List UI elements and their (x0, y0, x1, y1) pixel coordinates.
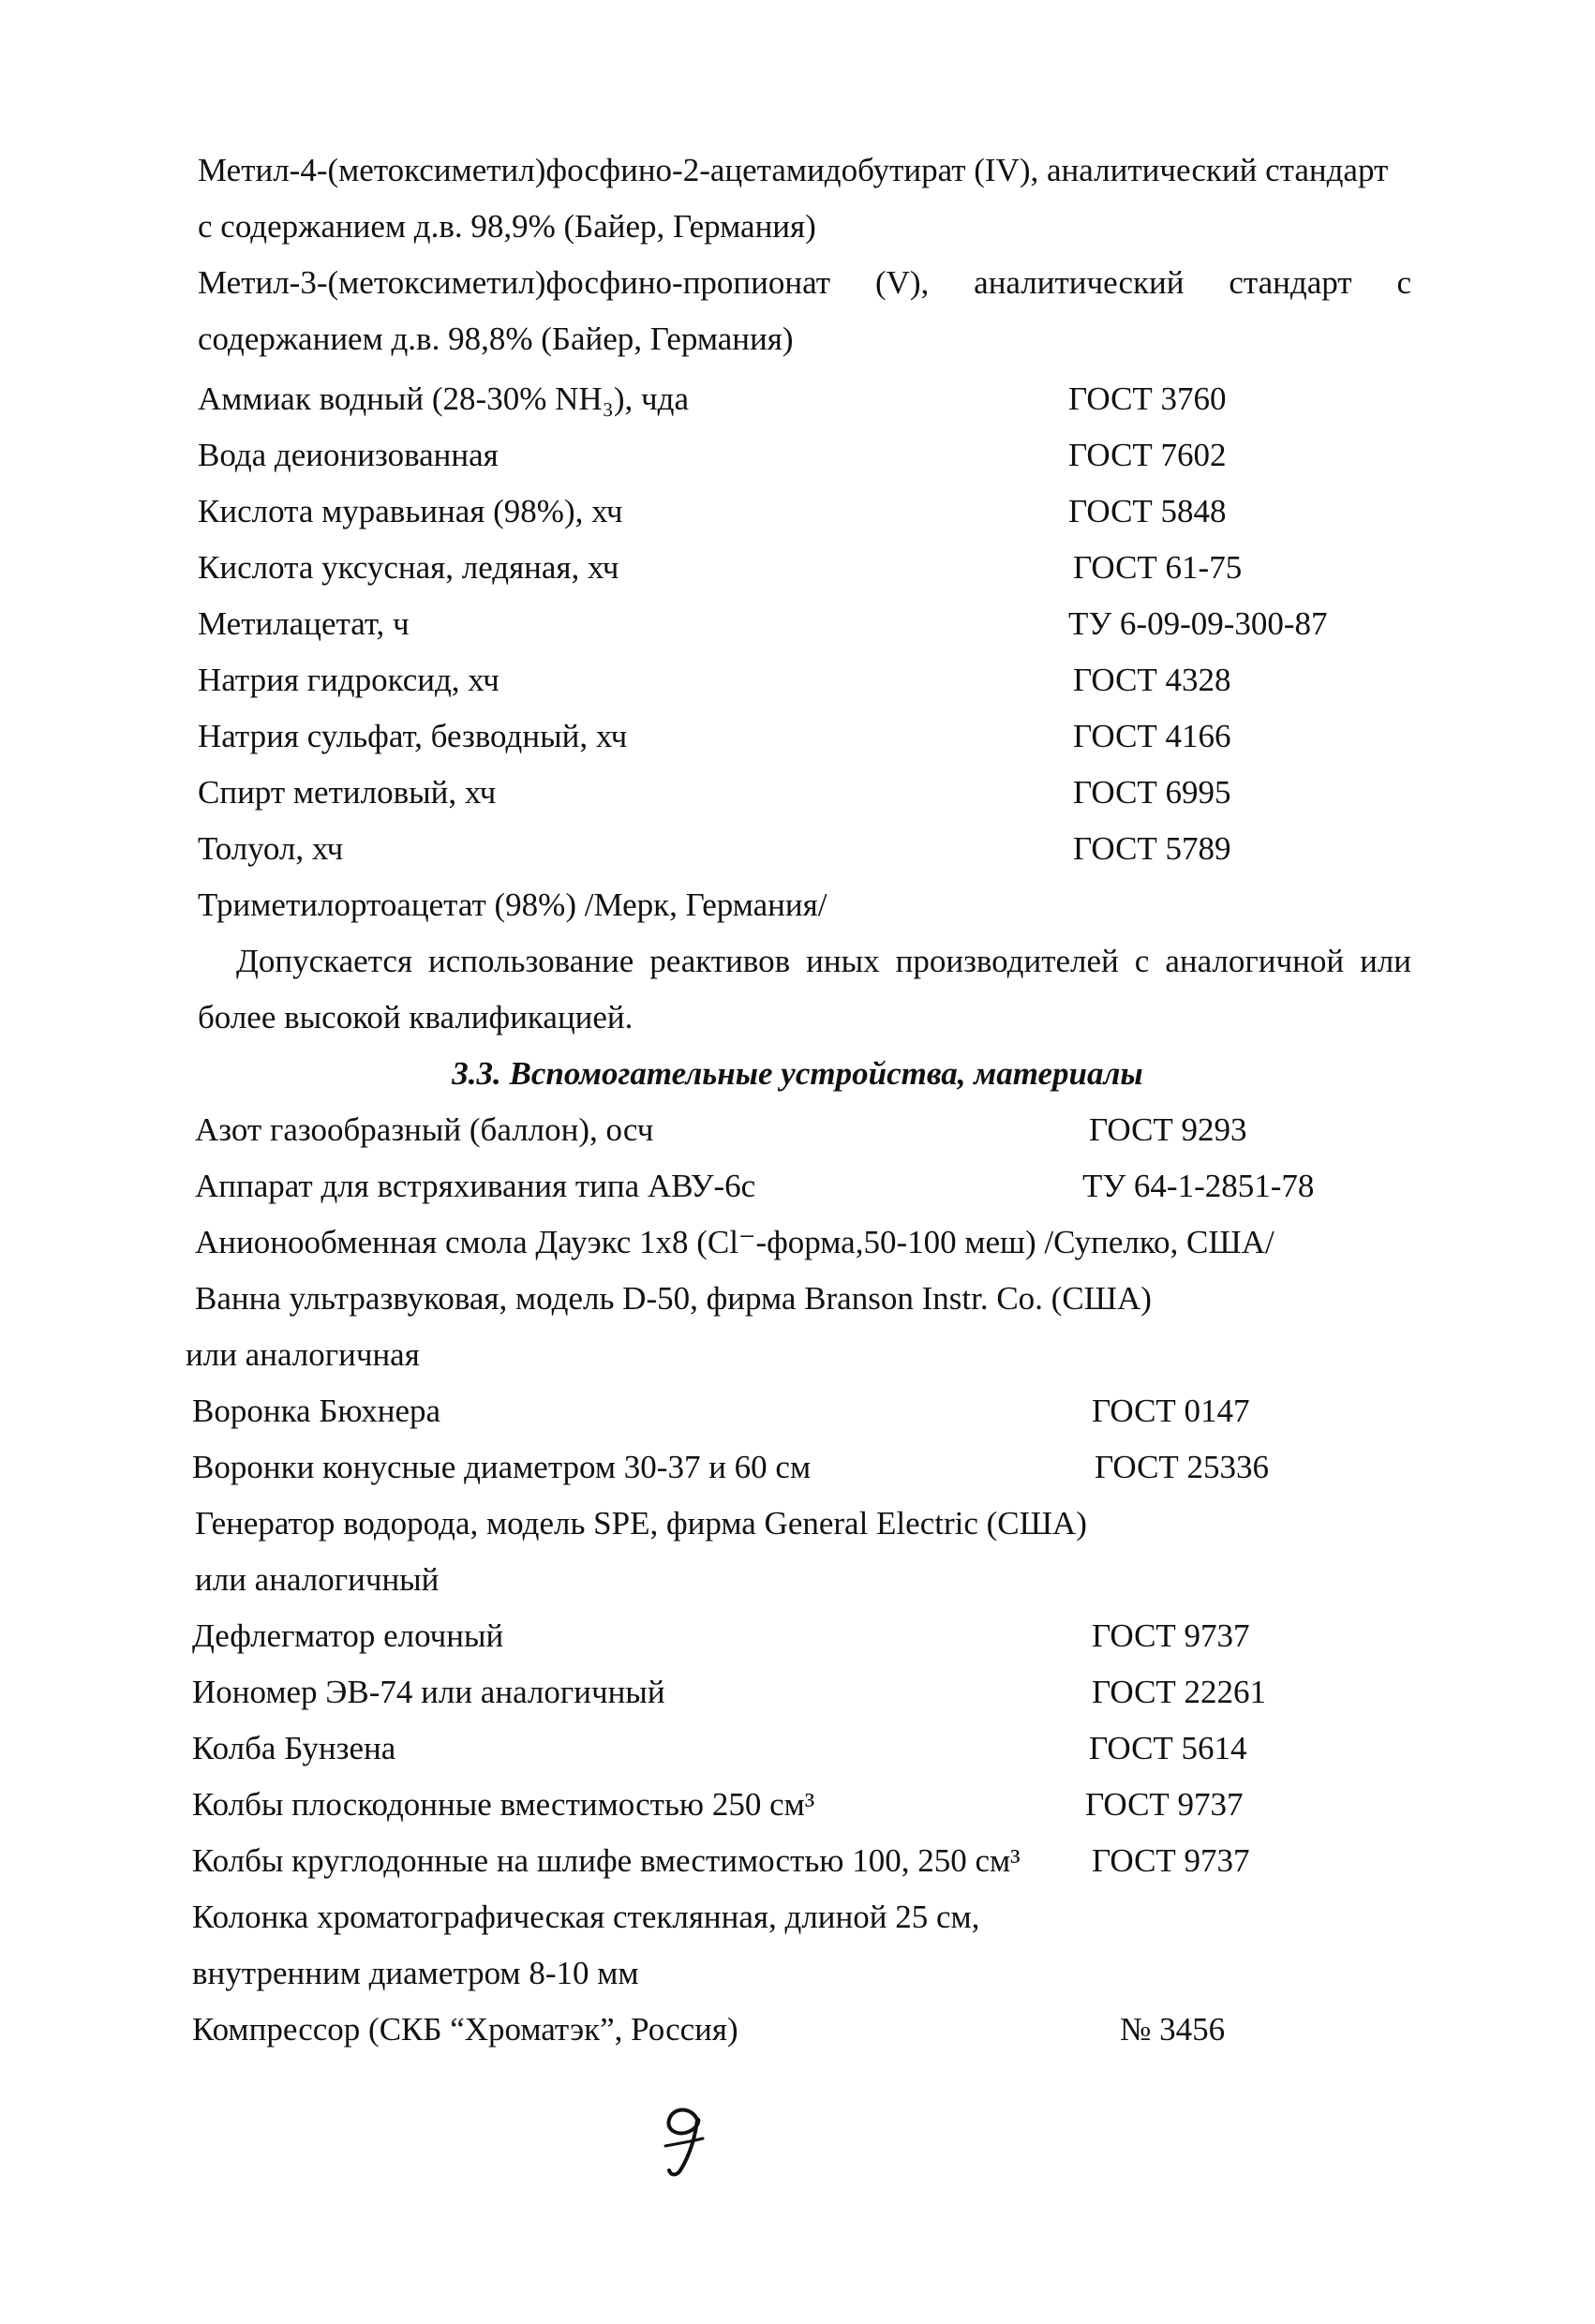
reagent-name: Триметилортоацетат (98%) /Мерк, Германия/ (198, 886, 827, 923)
reagent-code: ГОСТ 61-75 (1073, 549, 1243, 586)
reagent-name: Натрия гидроксид, хч (198, 662, 499, 698)
reagent-name: Спирт метиловый, хч (198, 774, 497, 811)
equipment-name: Колбы круглодонные на шлифе вместимостью 100, 250 см³ (192, 1842, 1021, 1879)
reagent-code: ТУ 6-09-09-300-87 (1068, 605, 1328, 642)
equipment-name: или аналогичный (195, 1561, 440, 1598)
item5-word: с (1396, 264, 1411, 301)
equipment-code: ГОСТ 5614 (1089, 1730, 1247, 1766)
reagent-code: ГОСТ 5848 (1068, 493, 1227, 529)
note-word: Допускается (236, 943, 413, 979)
equipment-code: ГОСТ 9737 (1085, 1786, 1244, 1823)
item4-line2: с содержанием д.в. 98,9% (Байер, Германия) (198, 208, 816, 245)
item5-word: Метил-3-(метоксиметил)фосфино-пропионат (198, 264, 831, 301)
equipment-name: Анионообменная смола Дауэкс 1х8 (Cl⁻-форма,50-100 меш) /Супелко, США/ (195, 1224, 1275, 1260)
reagent-name: Кислота уксусная, ледяная, хч (198, 549, 619, 586)
equipment-name: Ванна ультразвуковая, модель D-50, фирма Branson Instr. Co. (США) (195, 1280, 1152, 1317)
note-word: или (1360, 943, 1411, 979)
equipment-name: внутренним диаметром 8-10 мм (192, 1955, 639, 1991)
section-heading: 3.3. Вспомогательные устройства, материалы (452, 1055, 1143, 1092)
reagent-code: ГОСТ 6995 (1073, 774, 1231, 811)
equipment-name: Компрессор (СКБ “Хроматэк”, Россия) (192, 2011, 738, 2048)
item4-line1: Метил-4-(метоксиметил)фосфино-2-ацетамидобутират (IV), аналитический стандарт (198, 152, 1389, 188)
reagent-code: ГОСТ 4166 (1073, 718, 1231, 754)
equipment-code: ГОСТ 9293 (1089, 1111, 1247, 1148)
reagent-code: ГОСТ 4328 (1073, 662, 1231, 698)
reagent-name: Толуол, хч (198, 830, 344, 867)
equipment-name: Генератор водорода, модель SPE, фирма General Electric (США) (195, 1505, 1087, 1542)
equipment-name: Колба Бунзена (192, 1730, 396, 1766)
equipment-name: Колбы плоскодонные вместимостью 250 см³ (192, 1786, 815, 1823)
note-word: производителей (895, 943, 1119, 979)
equipment-code: ТУ 64-1-2851-78 (1082, 1168, 1315, 1204)
item5-line1 (198, 262, 1411, 304)
note-line2: более высокой квалификацией. (198, 999, 634, 1035)
equipment-name: Колонка хроматографическая стеклянная, длиной 25 см, (192, 1899, 980, 1935)
note-word: с (1134, 943, 1150, 979)
item5-word: аналитический (974, 264, 1185, 301)
reagent-name: Натрия сульфат, безводный, хч (198, 718, 628, 754)
equipment-code: ГОСТ 0147 (1092, 1393, 1250, 1429)
reagent-name: Кислота муравьиная (98%), хч (198, 493, 623, 529)
page-number-glyph (656, 2099, 712, 2183)
equipment-name: или аналогичная (186, 1336, 420, 1373)
item5-line2: содержанием д.в. 98,8% (Байер, Германия) (198, 320, 794, 357)
equipment-name: Аппарат для встряхивания типа АВУ-6с (195, 1168, 756, 1204)
handwritten-page-number (656, 2099, 712, 2183)
reagent-code: ГОСТ 7602 (1068, 437, 1227, 473)
note-word: реактивов (649, 943, 791, 979)
equipment-code: ГОСТ 25336 (1095, 1449, 1270, 1485)
item5-word: стандарт (1229, 264, 1352, 301)
note-word: иных (806, 943, 880, 979)
equipment-code: ГОСТ 22261 (1092, 1674, 1267, 1710)
note-word: аналогичной (1165, 943, 1345, 979)
equipment-name: Воронки конусные диаметром 30-37 и 60 см (192, 1449, 812, 1485)
note-line1 (236, 941, 1411, 982)
equipment-name: Воронка Бюхнера (192, 1393, 441, 1429)
reagent-name: Метилацетат, ч (198, 605, 410, 642)
reagent-code: ГОСТ 5789 (1073, 830, 1231, 867)
reagent-code: ГОСТ 3760 (1068, 380, 1227, 417)
equipment-name: Азот газообразный (баллон), осч (195, 1111, 654, 1148)
equipment-name: Иономер ЭВ-74 или аналогичный (192, 1674, 665, 1710)
reagent-name: Вода деионизованная (198, 437, 499, 473)
equipment-code: ГОСТ 9737 (1092, 1617, 1250, 1654)
reagent-name: Аммиак водный (28-30% NH₃), чда (198, 380, 689, 417)
equipment-name: Дефлегматор елочный (192, 1617, 504, 1654)
item5-word: (V), (874, 264, 930, 301)
equipment-code: № 3456 (1120, 2011, 1226, 2048)
note-word: использование (428, 943, 634, 979)
equipment-code: ГОСТ 9737 (1092, 1842, 1250, 1879)
